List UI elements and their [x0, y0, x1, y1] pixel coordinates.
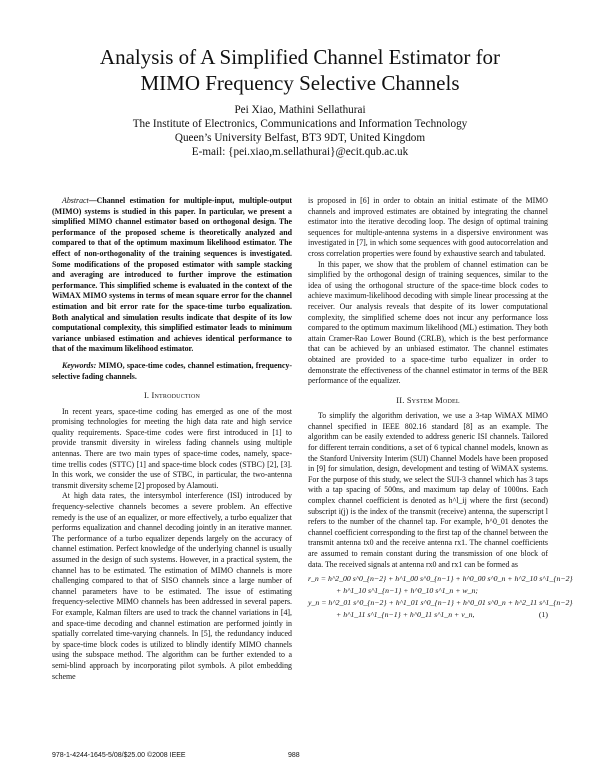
- affiliation-line-2: Queen’s University Belfast, BT3 9DT, United Kingdom: [174, 132, 426, 144]
- keywords-lead: Keywords:: [62, 360, 97, 370]
- author-names: Pei Xiao, Mathini Sellathurai: [234, 104, 366, 116]
- equation-line-4: + h^1_11 s^1_{n−1} + h^0_11 s^1_n + v_n,: [336, 610, 475, 620]
- equation-line-2: + h^1_10 s^1_{n−1} + h^0_10 s^1_n + w_n;: [336, 586, 479, 596]
- affiliation-line-1: The Institute of Electronics, Communications and Information Technology: [132, 118, 468, 130]
- equation-number: (1): [538, 610, 548, 620]
- intro-paragraph-2: At high data rates, the intersymbol interference (ISI) introduced by frequency-selective channels becomes a severe problem. An effective remedy is the use of an equalizer, or more effectively, a turbo equalizer that performs equalization and channel decoding jointly in an iterative manner. The performance of a turbo equalizer depends largely on the accuracy of channel estimation. Perfect knowledge of the underlying channel is usually assumed in the design of such systems. However, in a practical system, the channel has to be estimated. The estimation of MIMO channels is more challenging compared to that of SISO channels since a large number of channel parameters have to be estimated. The issue of estimating frequency-selective MIMO channels has been addressed in several papers. For example, Kalman filters are used to track the channel variations in [4], and space-time decoding and channel estimation are performed jointly in spatially correlated time-varying channels. In [5], the redundancy induced by space-time block codes is utilized to blindly identify MIMO channels using the subspace method. The algorithm can be further extended to a semi-blind approach by incorporating pilot symbols. A pilot embedding scheme: [52, 491, 292, 681]
- equation-row-4: [308, 609, 548, 621]
- footer-isbn: 978-1-4244-1645-5/08/$25.00 ©2008 IEEE: [52, 752, 186, 759]
- equation-line-3: y_n = h^2_01 s^0_{n−2} + h^1_01 s^0_{n−1} + h^0_01 s^0_n + h^2_11 s^1_{n−2}: [308, 598, 573, 608]
- section-heading-system-model: II. System Model: [396, 395, 460, 405]
- intro-paragraph-3: is proposed in [6] in order to obtain an initial estimate of the MIMO channels and improved estimates are obtained by integrating the channel estimator into the iterative decoding loop. The design of optimal training sequences for multiple-antenna systems in a dispersive environment was investigated in [7], in which some sequences with good autocorrelation and cross correlation properties were found by exhaustive search and tabulated.: [308, 196, 548, 258]
- footer-page-number: 988: [288, 752, 300, 759]
- email-line[interactable]: E-mail: {pei.xiao,m.sellathurai}@ecit.qub.ac.uk: [191, 146, 409, 158]
- abstract-text: —Channel estimation for multiple-input, multiple-output (MIMO) systems is studied in this paper. In particular, we present a simplified MIMO channel estimator based on orthogonal design. The performance of the proposed scheme is theoretically analyzed and compared to that of the optimum maximum likelihood estimator. The effect of non-orthogonality of the training sequences is investigated. Some modifications of the proposed estimator with sample stacking and averaging are introduced to further improve the estimation performance. This simplified scheme is evaluated in the context of the WiMAX MIMO systems in terms of mean square error for the channel estimation and bit error rate for the space-time turbo equalization. Both analytical and simulation results indicate that despite of its low computational complexity, this simplified estimator leads to minimum variance unbiased estimation and achieves identical performance to that of the maximum likelihood estimator.: [52, 196, 292, 354]
- abstract-lead: Abstract: [62, 196, 89, 205]
- keywords-text: MIMO, space-time codes, channel estimation, frequency-selective fading channels.: [52, 360, 292, 381]
- paper-title: Analysis of A Simplified Channel Estimator for MIMO Frequency Selective Channels: [99, 45, 501, 95]
- right-column: [308, 196, 573, 682]
- left-column: [52, 196, 292, 682]
- intro-paragraph-1: In recent years, space-time coding has emerged as one of the most promising technologies for meeting the high data rate and high service quality requirements. Space-time codes were first introduced in [1] to provide transmit diversity in wireless fading channels using multiple antennas. There are two main types of space-time codes, namely, space-time trellis codes (STTC) [1] and space-time block codes (STBC) [2], [3]. In this work, we consider the use of STBC, in particular, the two-antenna transmit diversity scheme [2] proposed by Alamouti.: [52, 406, 292, 490]
- abstract: [52, 196, 292, 355]
- intro-paragraph-4: In this paper, we show that the problem of channel estimation can be simplified by the orthogonal design of training sequences, similar to the idea of using the orthogonal structure of the space-time block codes to achieve maximum-likelihood decoding with simple linear processing at the receiver. Our analysis reveals that despite of its lower computational complexity, the simplified scheme does not incur any performance loss compared to the optimum maximum likelihood (ML) estimation. They both attain Cramer-Rao Lower Bound (CRLB), which is the best performance that can be achieved by an unbiased estimator. The channel estimates obtained are provided to a space-time turbo equalizer in order to demonstrate the effectiveness of the channel estimator in terms of the BER performance of the equalizer.: [308, 259, 548, 386]
- keywords: [52, 361, 292, 382]
- two-column-body: [52, 196, 573, 682]
- section-heading-introduction: I. Introduction: [143, 391, 201, 401]
- equation-block: [308, 573, 573, 621]
- author-block: [52, 103, 548, 159]
- model-paragraph: To simplify the algorithm derivation, we use a 3-tap WiMAX MIMO channel specified in IEEE 802.16 standard [8] as an example. The algorithm can be easily extended to address generic ISI channels. Tailored for different terrain conditions, a set of 6 typical channel models, known as the Stanford University Interim (SUI) Channel Models have been proposed in [9] for simulation, design, development and testing of WiMAX systems. For the purpose of this study, we select the SUI-3 channel which has 3 taps with a tap spacing of 500ns, and maximum tap delay of 1000ns. Each complex channel coefficient is denoted as h^l_ij where the first (second) subscript i(j) is the index of the transmit (receive) antenna, the superscript l refers to the number of the channel tap. For example, h^0_01 denotes the channel coefficient corresponding to the first tap of the channel between the transmit antenna tx0 and the receive antenna rx1. The channel coefficients are assumed to remain constant during the transmission of one block of data. The received signals at antenna rx0 and rx1 can be formed as: [308, 411, 548, 569]
- equation-line-1: r_n = h^2_00 s^0_{n−2} + h^1_00 s^0_{n−1} + h^0_00 s^0_n + h^2_10 s^1_{n−2}: [308, 574, 573, 584]
